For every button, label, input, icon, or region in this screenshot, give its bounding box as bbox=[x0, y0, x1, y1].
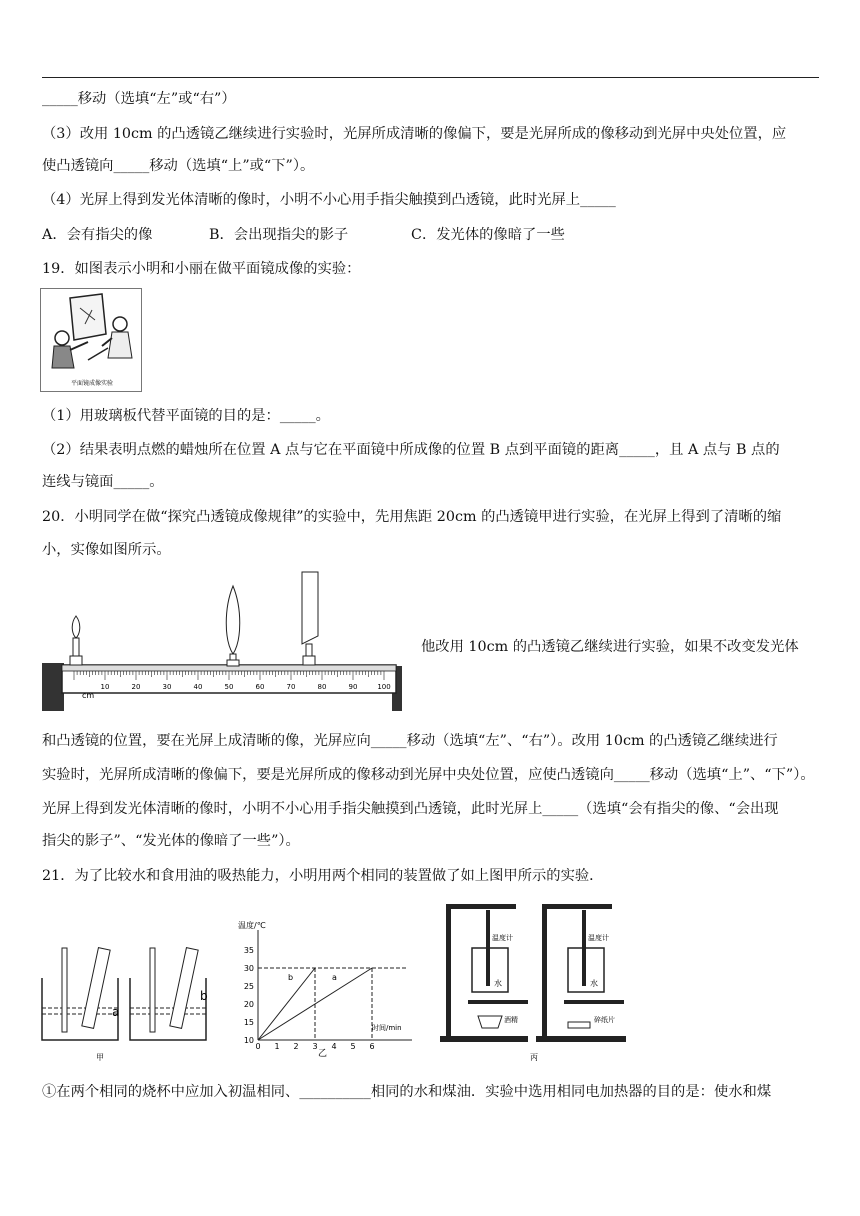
graph-y-tick-label: 10 bbox=[243, 1036, 254, 1045]
graph-x-tick-label: 2 bbox=[293, 1042, 299, 1051]
q19-part-1: （1）用玻璃板代替平面镜的目的是：_____。 bbox=[42, 408, 330, 424]
bench-tick-label: 40 bbox=[193, 683, 203, 691]
stand-water-2: 水 bbox=[590, 979, 598, 988]
graph-x-tick-label: 5 bbox=[350, 1042, 356, 1051]
q19-part-2-cont: 连线与镜面_____。 bbox=[42, 474, 164, 490]
bench-tick-label: 30 bbox=[162, 683, 172, 691]
graph-x-ticks bbox=[255, 1042, 374, 1051]
q20-side-text: 他改用 10cm 的凸透镜乙继续进行实验，如果不改变发光体 bbox=[421, 639, 799, 655]
candle-flame bbox=[72, 616, 80, 638]
convex-lens bbox=[226, 586, 240, 654]
graph-y-tick-label: 15 bbox=[243, 1018, 254, 1027]
question-19: 19．如图表示小明和小丽在做平面镜成像的实验： bbox=[42, 261, 361, 277]
text-line-3: 使凸透镜向_____移动（选填“上”或“下”）。 bbox=[42, 158, 315, 174]
graph-y-tick-label: 30 bbox=[243, 964, 254, 973]
graph-y-tick-label: 25 bbox=[243, 982, 254, 991]
graph-line-a-label: a bbox=[332, 973, 337, 982]
stand-caption: 丙 bbox=[530, 1053, 538, 1062]
optical-bench-figure bbox=[40, 568, 415, 720]
bench-tick-label: 100 bbox=[377, 683, 391, 691]
graph-y-ticks bbox=[244, 946, 254, 1045]
stand-burner-2: 碎纸片 bbox=[594, 1016, 615, 1024]
q20-text-3: 光屏上得到发光体清晰的像时，小明不小心用手指尖触摸到凸透镜，此时光屏上_____（选填“会有指尖的像、“会出现 bbox=[42, 801, 779, 817]
graph-x-label: 时间/min bbox=[372, 1024, 402, 1032]
stand-burner-1: 酒精 bbox=[504, 1016, 518, 1024]
bench-left-support bbox=[42, 663, 64, 711]
mirror-caption: 平面镜成像实验 bbox=[70, 380, 114, 387]
option-b: B．会出现指尖的影子 bbox=[209, 227, 349, 243]
text-line-2: （3）改用 10cm 的凸透镜乙继续进行实验时，光屏所成清晰的像偏下，要是光屏所成的像移动到光屏中央处位置，应 bbox=[42, 126, 787, 142]
q19-part-2: （2）结果表明点燃的蜡烛所在位置 A 点与它在平面镜中所成像的位置 B 点到平面镜的距离_____，且 A 点与 B 点的 bbox=[42, 442, 780, 458]
bench-tick-label: 90 bbox=[348, 683, 358, 691]
beaker-label-a: a bbox=[112, 1005, 120, 1019]
beaker-caption: 甲 bbox=[96, 1053, 104, 1062]
stand-water-1: 水 bbox=[494, 979, 502, 988]
question-21: 21．为了比较水和食用油的吸热能力，小明用两个相同的装置做了如上图甲所示的实验． bbox=[42, 868, 604, 884]
graph-x-tick-label: 3 bbox=[312, 1042, 318, 1051]
bench-tick-label: 70 bbox=[286, 683, 296, 691]
bench-tick-label: 60 bbox=[255, 683, 265, 691]
bench-tick-label: 50 bbox=[224, 683, 234, 691]
bench-tick-label: 10 bbox=[100, 683, 110, 691]
graph-x-tick-label: 6 bbox=[369, 1042, 375, 1051]
top-rule bbox=[42, 77, 819, 78]
q20-text-2: 实验时，光屏所成清晰的像偏下，要是光屏所成的像移动到光屏中央处位置，应使凸透镜向_____移动（选填“上”、“下”）。 bbox=[42, 767, 815, 783]
beaker-label-b: b bbox=[200, 989, 208, 1003]
question-20-cont: 小，实像如图所示。 bbox=[42, 542, 171, 558]
option-c: C．发光体的像暗了一些 bbox=[411, 227, 565, 243]
mirror-experiment-figure bbox=[40, 288, 142, 392]
option-a: A．会有指尖的像 bbox=[42, 227, 153, 243]
bench-tick-label: 80 bbox=[317, 683, 327, 691]
graph-x-tick-label: 1 bbox=[274, 1042, 280, 1051]
graph-caption: 乙 bbox=[318, 1049, 328, 1059]
graph-x-tick-label: 4 bbox=[331, 1042, 337, 1051]
light-screen bbox=[302, 572, 318, 644]
bench-unit: cm bbox=[82, 691, 95, 700]
q20-text-1: 和凸透镜的位置，要在光屏上成清晰的像，光屏应向_____移动（选填“左”、“右”）。改用 10cm 的凸透镜乙继续进行 bbox=[42, 733, 778, 749]
graph-x-tick-label: 0 bbox=[255, 1042, 261, 1051]
graph-line-b-label: b bbox=[288, 973, 294, 982]
q21-part-1: ①在两个相同的烧杯中应加入初温相同、__________相同的水和煤油．实验中选用相同电加热器的目的是：使水和煤 bbox=[42, 1084, 772, 1100]
temperature-graph-figure bbox=[236, 916, 432, 1064]
heating-stands-figure bbox=[438, 900, 640, 1066]
stand-thermo-2: 温度计 bbox=[588, 934, 609, 942]
text-line-4: （4）光屏上得到发光体清晰的像时，小明不小心用手指尖触摸到凸透镜，此时光屏上_____ bbox=[42, 192, 616, 208]
line-b bbox=[258, 968, 315, 1040]
q20-text-4: 指尖的影子”、“发光体的像暗了一些”）。 bbox=[42, 833, 300, 849]
graph-y-label: 温度/℃ bbox=[238, 921, 266, 930]
graph-y-tick-label: 20 bbox=[243, 1000, 254, 1009]
bench-tick-label: 20 bbox=[131, 683, 141, 691]
stand-thermo-1: 温度计 bbox=[492, 934, 513, 942]
question-20: 20．小明同学在做“探究凸透镜成像规律”的实验中，先用焦距 20cm 的凸透镜甲进行实验，在光屏上得到了清晰的缩 bbox=[42, 509, 782, 525]
graph-y-tick-label: 35 bbox=[243, 946, 254, 955]
text-line-1: _____移动（选填“左”或“右”） bbox=[42, 91, 236, 107]
beakers-figure bbox=[40, 940, 220, 1064]
